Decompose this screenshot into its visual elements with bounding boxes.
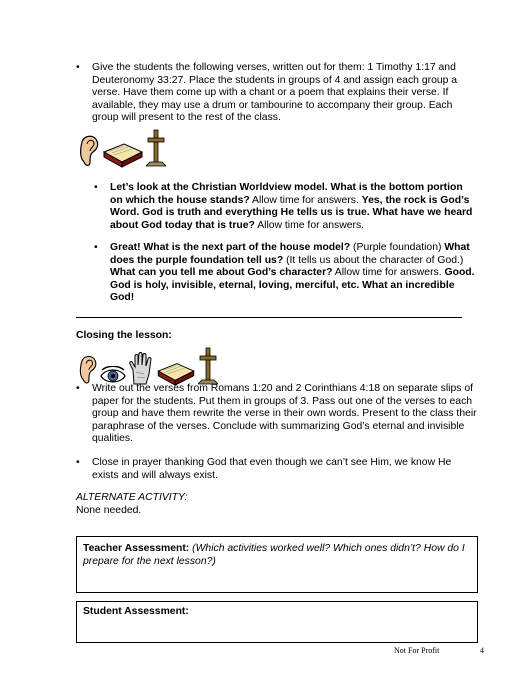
closing-bullet-1 xyxy=(76,383,480,446)
bullet-marker: • xyxy=(76,383,80,394)
hand-icon xyxy=(128,352,154,386)
student-assessment-box[interactable] xyxy=(76,601,478,643)
lesson-icons-2 xyxy=(78,346,218,386)
question-1-part-b: Yes, the rock is God’s Word. God is truth and everything He tells us is true. What have we heard about God today that is true? xyxy=(110,194,473,231)
question-2-note-b: (It tells us about the character of God.) xyxy=(283,254,464,266)
question-1-note-b: Allow time for answers. xyxy=(254,219,365,231)
footer-text: Not For Profit xyxy=(394,646,440,655)
question-bullet-1 xyxy=(94,182,478,232)
question-2-note-a: (Purple foundation) xyxy=(350,242,445,253)
question-bullet-2 xyxy=(94,242,478,305)
lesson-icons-1 xyxy=(78,128,166,168)
alternate-activity-label: ALTERNATE ACTIVITY: xyxy=(76,492,188,503)
bullet-marker: • xyxy=(94,182,98,193)
closing-bullet-2 xyxy=(76,457,480,482)
question-2-part-b: What does the purple foundation tell us? xyxy=(110,242,470,266)
activity-bullet xyxy=(76,62,472,125)
bible-icon xyxy=(156,358,196,386)
closing-text-2: Close in prayer thanking God that even though we can’t see Him, we know He exists and will always exist. xyxy=(92,457,452,481)
teacher-assessment-prompt: (Which activities worked well? Which ones didn’t? How do I prepare for the next lesson?) xyxy=(83,543,465,567)
cross-icon xyxy=(198,346,218,386)
bullet-marker: • xyxy=(94,242,98,253)
question-2-part-c: What can you tell me about God’s character? xyxy=(110,267,333,279)
cross-icon xyxy=(146,128,166,168)
question-1-note-a: Allow time for answers. xyxy=(249,194,362,206)
closing-text-1: Write out the verses from Romans 1:20 and 2 Corinthians 4:18 on separate slips of paper for the students. Put them in groups of 3. Pass out one of the verses to each group and have them rewrite the verse in their own words. Present to the class their paraphrase of the verses. Conclude with summarizing God’s eternal and invisible qualities. xyxy=(92,383,477,445)
activity-text: Give the students the following verses, written out for them: 1 Timothy 1:17 and Deuteronomy 33:27. Place the students in groups of 4 and assign each group a verse. Have them come up with a chant or a poem that explains their verse. If available, they may use a drum or tambourine to accompany their group. Each group will present to the rest of the class. xyxy=(92,62,458,124)
question-1-part-a: Let’s look at the Christian Worldview model. What is the bottom portion on which the house stands? xyxy=(110,182,463,206)
question-2-note-c: Allow time for answers. xyxy=(332,267,445,279)
question-text-2 xyxy=(110,242,478,305)
teacher-assessment-label: Teacher Assessment: xyxy=(83,543,190,554)
ear-icon xyxy=(78,352,98,386)
alternate-activity-value: None needed. xyxy=(76,505,142,516)
bible-icon xyxy=(102,138,144,168)
teacher-assessment-box[interactable] xyxy=(76,536,478,593)
section-divider xyxy=(76,317,462,318)
question-2-part-d: Good. God is holy, invisible, eternal, loving, merciful, etc. What an incredible God! xyxy=(110,267,475,304)
closing-heading: Closing the lesson: xyxy=(76,330,172,341)
bullet-marker: • xyxy=(76,62,80,73)
student-assessment-label: Student Assessment: xyxy=(83,606,189,617)
page-number: 4 xyxy=(480,646,484,655)
question-2-part-a: Great! What is the next part of the house model? xyxy=(110,242,351,253)
bullet-marker: • xyxy=(76,457,80,468)
ear-icon xyxy=(78,132,100,168)
question-text-1 xyxy=(110,182,478,232)
